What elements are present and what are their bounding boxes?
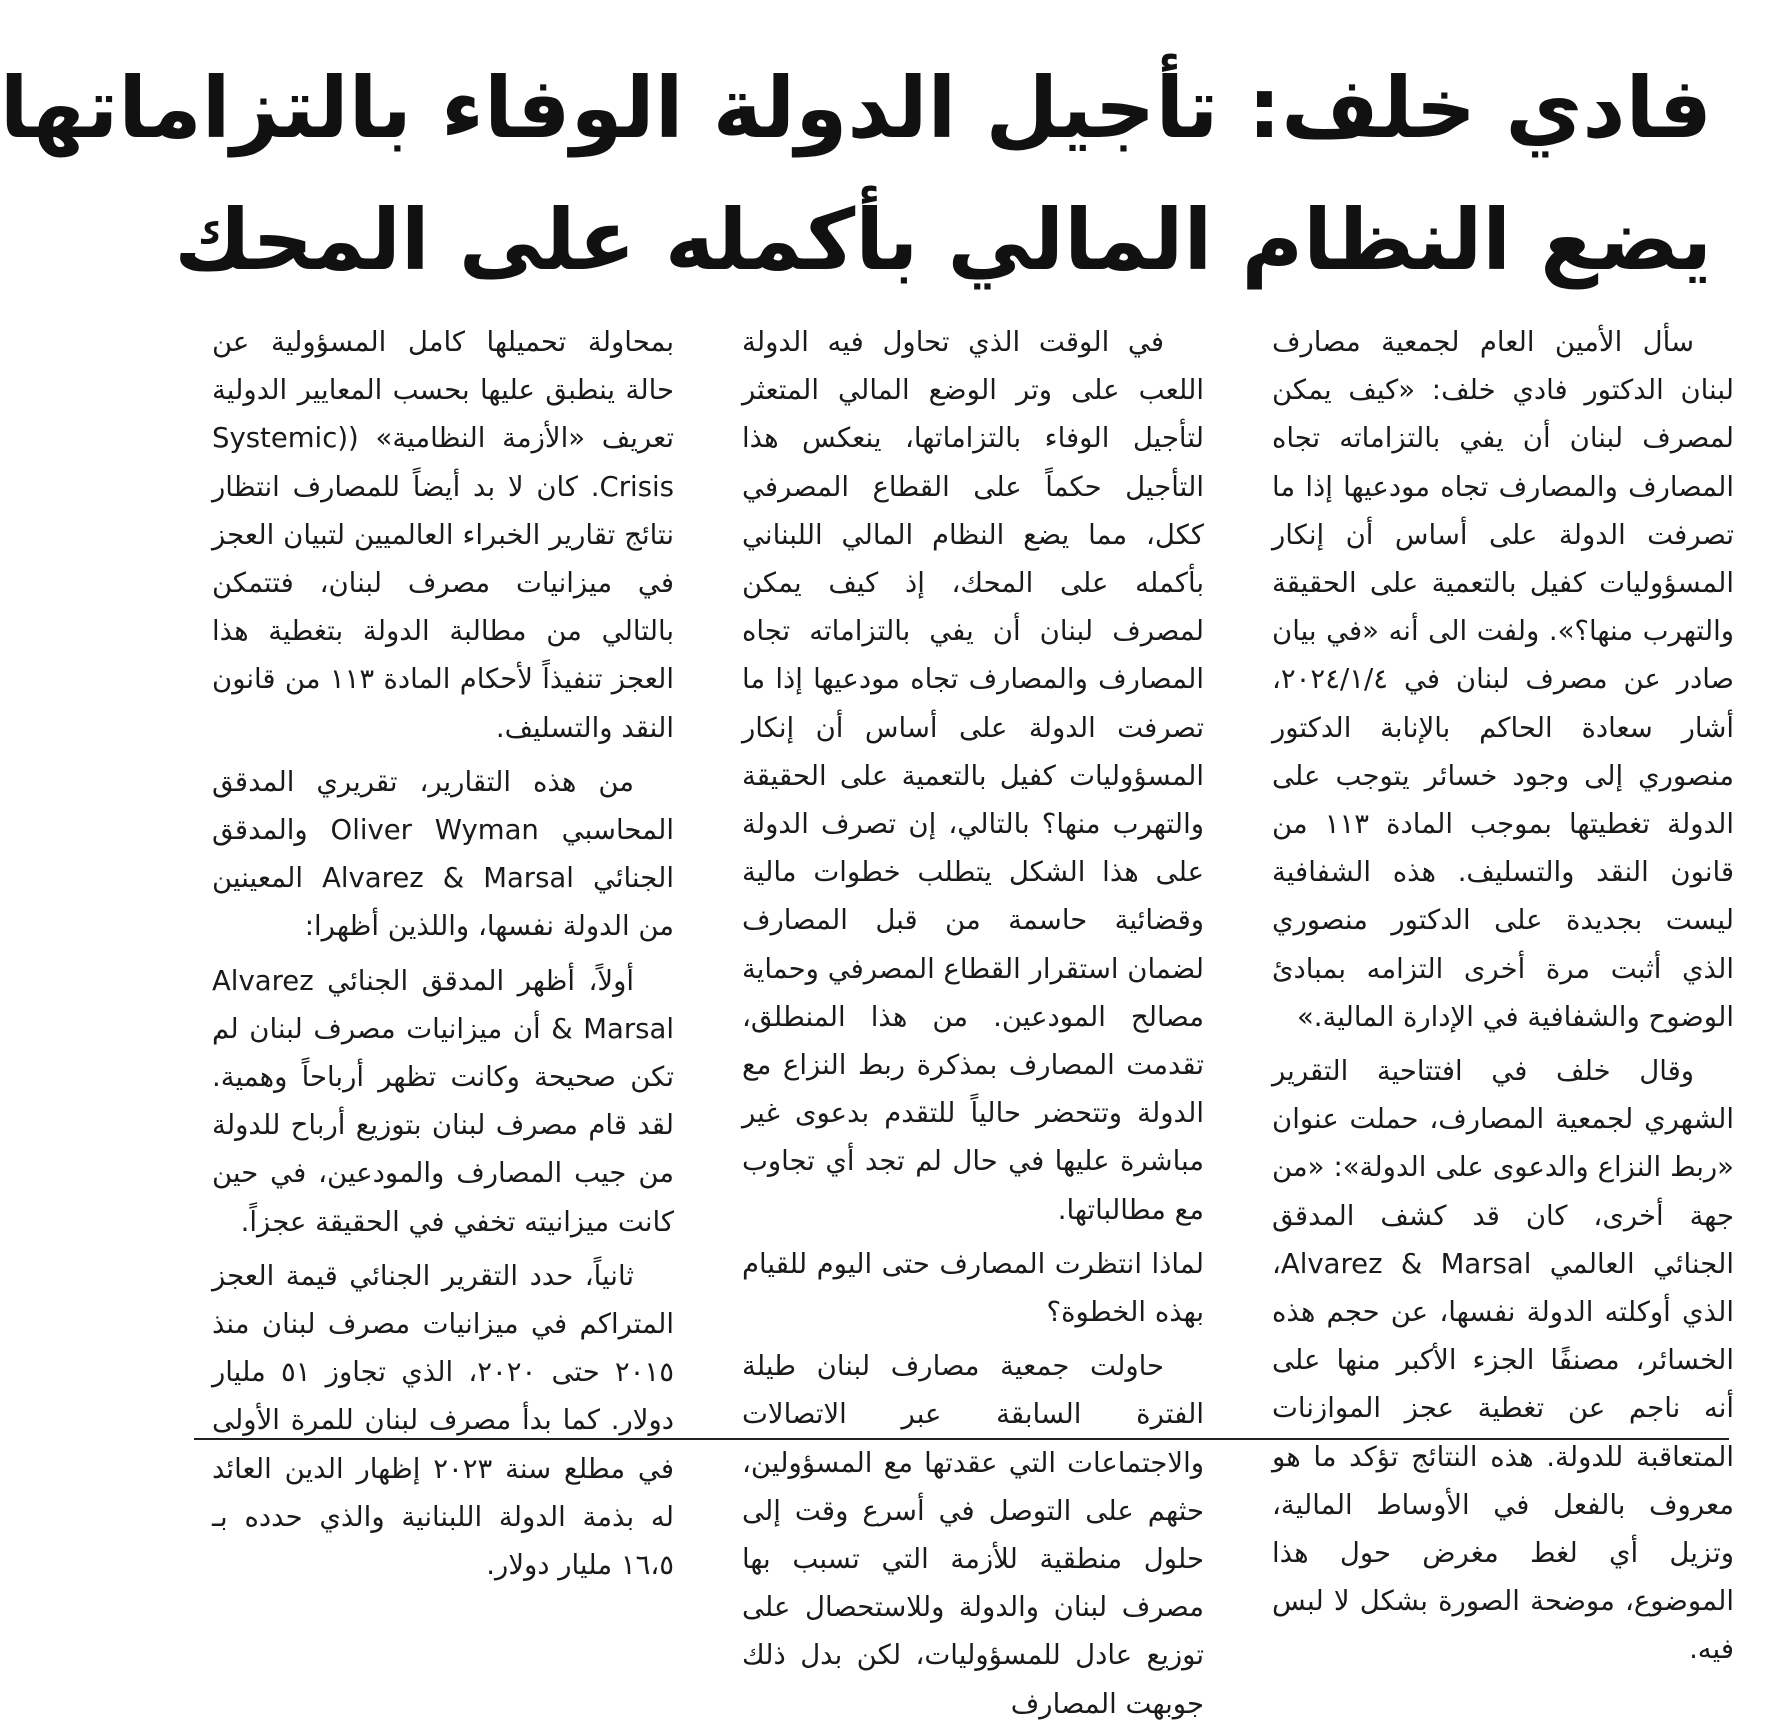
article-body xyxy=(194,318,1734,1720)
article-column-3 xyxy=(212,318,675,1582)
paragraph: من هذه التقارير، تقريري المدقق المحاسبي Oliver Wyman والمدقق الجنائي Alvarez & Marsal المعينين من الدولة نفسها، واللذين أظهرا: xyxy=(212,765,674,943)
paragraph: وقال خلف في افتتاحية التقرير الشهري لجمعية المصارف، حملت عنوان «ربط النزاع والدعوى على الدولة»: «من جهة أخرى، كان قد كشف المدقق الجنائي العالمي Alvarez & Marsal، الذي أوكلته الدولة نفسها، عن حجم هذه الخسائر، مصنفًا الجزء الأكبر منها على أنه ناجم عن تغطية عجز الموازنات المتعاقبة للدولة. هذه النتائج تؤكد ما هو معروف بالفعل في الأوساط المالية، وتزيل أي لغط مغرض حول هذا الموضوع، موضحة الصورة بشكل لا لبس فيه. xyxy=(1272,1055,1734,1666)
subheading: لماذا انتظرت المصارف حتى اليوم للقيام بهذه الخطوة؟ xyxy=(742,1247,1204,1329)
headline-line-2: يضع النظام المالي بأكمله على المحك xyxy=(174,191,1712,289)
headline-line-1: فادي خلف: تأجيل الدولة الوفاء بالتزاماتها xyxy=(0,59,1712,157)
article-column-2 xyxy=(742,318,1204,1720)
paragraph: ثانياً، حدد التقرير الجنائي قيمة العجز المتراكم في ميزانيات مصرف لبنان منذ ٢٠١٥ حتى ٢٠٢٠، الذي تجاوز ٥١ مليار دولار. كما بدأ مصرف لبنان للمرة الأولى في مطلع سنة ٢٠٢٣ إظهار الدين العائد له بذمة الدولة اللبنانية والذي حدده بـ ١٦،٥ مليار دولار. xyxy=(212,1259,674,1582)
paragraph: في الوقت الذي تحاول فيه الدولة اللعب على وتر الوضع المالي المتعثر لتأجيل الوفاء بالتزاماتها، ينعكس هذا التأجيل حكماً على القطاع المصرفي ككل، مما يضع النظام المالي اللبناني بأكمله على المحك، إذ كيف يمكن لمصرف لبنان أن يفي بالتزاماته تجاه المصارف والمصارف تجاه مودعيها إذا ما تصرفت الدولة على أساس أن إنكار المسؤوليات كفيل بالتعمية على الحقيقة والتهرب منها؟ بالتالي، إن تصرف الدولة على هذا الشكل يتطلب خطوات مالية وقضائية حاسمة من قبل المصارف لضمان استقرار القطاع المصرفي وحماية مصالح المودعين. من هذا المنطلق، تقدمت المصارف بمذكرة ربط النزاع مع الدولة وتتحضر حالياً للتقدم بدعوى غير مباشرة عليها في حال لم تجد أي تجاوب مع مطالباتها. xyxy=(742,326,1204,1226)
paragraph: سأل الأمين العام لجمعية مصارف لبنان الدكتور فادي خلف: «كيف يمكن لمصرف لبنان أن يفي بالتزاماته تجاه المصارف والمصارف تجاه مودعيها إذا ما تصرفت الدولة على أساس أن إنكار المسؤوليات كفيل بالتعمية على الحقيقة والتهرب منها؟». ولفت الى أنه «في بيان صادر عن مصرف لبنان في ٢٠٢٤/١/٤، أشار سعادة الحاكم بالإنابة الدكتور منصوري إلى وجود خسائر يتوجب على الدولة تغطيتها بموجب المادة ١١٣ من قانون النقد والتسليف. هذه الشفافية ليست بجديدة على الدكتور منصوري الذي أثبت مرة أخرى التزامه بمبادئ الوضوح والشفافية في الإدارة المالية.» xyxy=(1272,326,1734,1033)
paragraph: أولاً، أظهر المدقق الجنائي Alvarez & Marsal أن ميزانيات مصرف لبنان لم تكن صحيحة وكانت تظهر أرباحاً وهمية. لقد قام مصرف لبنان بتوزيع أرباح للدولة من جيب المصارف والمودعين، في حين كانت ميزانيته تخفي في الحقيقة عجزاً. xyxy=(212,964,674,1238)
paragraph: بمحاولة تحميلها كامل المسؤولية عن حالة ينطبق عليها بحسب المعايير الدولية تعريف «الأزمة النظامية» ((Systemic Crisis. كان لا بد أيضاً للمصارف انتظار نتائج تقارير الخبراء العالميين لتبيان العجز في ميزانيات مصرف لبنان، فتتمكن بالتالي من مطالبة الدولة بتغطية هذا العجز تنفيذاً لأحكام المادة ١١٣ من قانون النقد والتسليف. xyxy=(212,326,675,744)
article-column-1 xyxy=(1272,318,1734,1666)
bottom-rule xyxy=(194,1438,1729,1440)
paragraph: حاولت جمعية مصارف لبنان طيلة الفترة السابقة عبر الاتصالات والاجتماعات التي عقدتها مع المسؤولين، حثهم على التوصل في أسرع وقت إلى حلول منطقية للأزمة التي تسبب بها مصرف لبنان والدولة وللاستحصال على توزيع عادل للمسؤوليات، لكن بدل ذلك جوبهت المصارف xyxy=(742,1350,1204,1720)
